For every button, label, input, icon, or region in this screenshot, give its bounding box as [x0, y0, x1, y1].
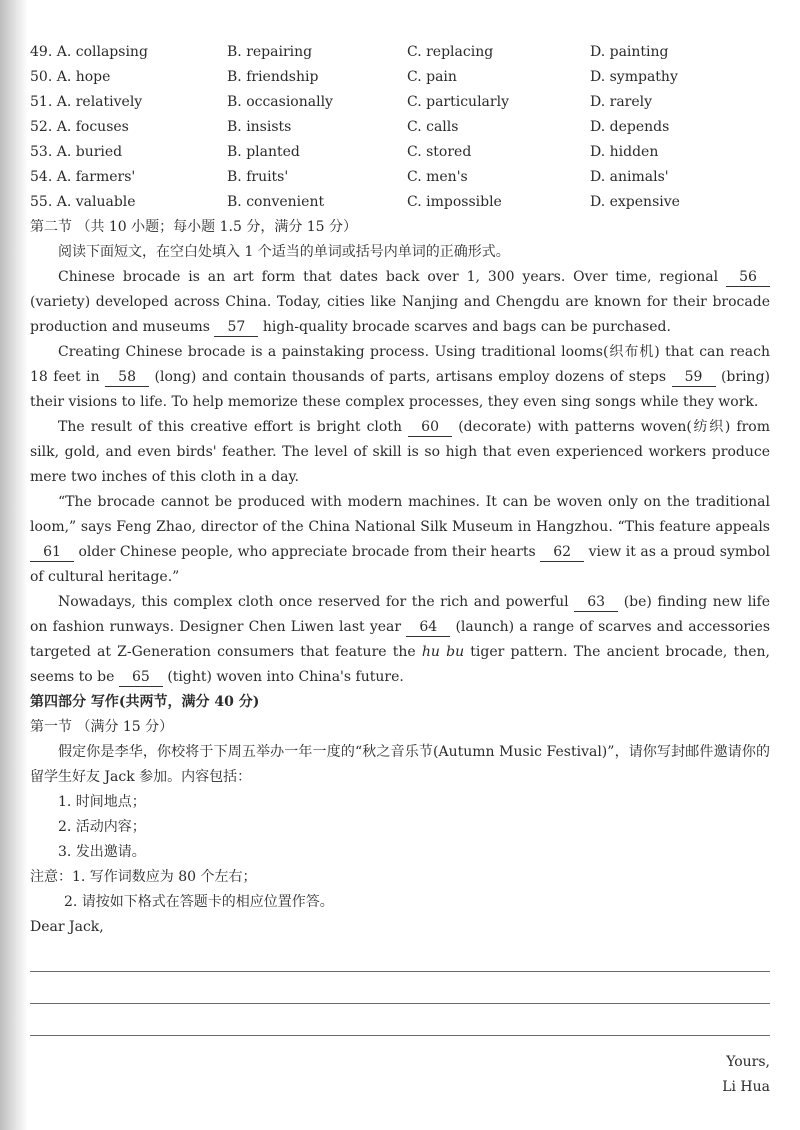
passage-paragraph-3: The result of this creative effort is bright cloth 60 (decorate) with patterns woven(纺织) from silk, gold, and even birds' feather. The level of skill is so high that even experienced workers produce mere two inches of this cloth in a day.	[30, 419, 771, 485]
blank-57: 57	[214, 318, 258, 337]
option-d: D. depends	[590, 119, 670, 135]
option-a: 52. A. focuses	[30, 119, 129, 135]
part4-heading: 第四部分 写作(共两节，满分 40 分)	[30, 694, 260, 710]
option-a: 50. A. hope	[30, 69, 111, 85]
option-a: 53. A. buried	[30, 144, 123, 160]
blank-61: 61	[30, 543, 74, 562]
option-row-51	[30, 90, 770, 115]
prompt-item-2: 2. 活动内容；	[58, 819, 146, 835]
option-d: D. rarely	[590, 94, 653, 110]
blank-63: 63	[574, 593, 618, 612]
option-c: C. impossible	[407, 194, 502, 210]
writing-line-3	[30, 1004, 770, 1036]
page-edge-shadow	[0, 0, 28, 1130]
section2-heading: 第二节 （共 10 小题；每小题 1.5 分，满分 15 分）	[30, 219, 358, 235]
blank-56: 56	[726, 268, 770, 287]
option-a: 54. A. farmers'	[30, 169, 136, 185]
option-a: 49. A. collapsing	[30, 44, 148, 60]
option-row-52	[30, 115, 770, 140]
option-d: D. hidden	[590, 144, 659, 160]
option-row-53	[30, 140, 770, 165]
writing-line-1	[30, 940, 770, 972]
option-row-49	[30, 40, 770, 65]
option-c: C. particularly	[407, 94, 509, 110]
writing-prompt: 假定你是李华，你校将于下周五举办一年一度的“秋之音乐节(Autumn Music Festival)”，请你写封邮件邀请你的留学生好友 Jack 参加。内容包括：	[30, 744, 770, 785]
option-b: B. planted	[227, 144, 300, 160]
passage-paragraph-1: Chinese brocade is an art form that dates back over 1, 300 years. Over time, regional 56 (variety) developed across China. Today, cities like Nanjing and Chengdu are known for their brocade production and museums 57 high-quality brocade scarves and bags can be purchased.	[30, 269, 770, 335]
blank-64: 64	[406, 618, 450, 637]
option-d: D. expensive	[590, 194, 680, 210]
letter-closing: Yours,	[726, 1054, 770, 1070]
option-c: C. pain	[407, 69, 457, 85]
passage-paragraph-5: Nowadays, this complex cloth once reserved for the rich and powerful 63 (be) finding new life on fashion runways. Designer Chen Liwen last year 64 (launch) a range of scarves and accessories targeted at Z-Generation consumers that feature the hu bu tiger pattern. The ancient brocade, then, seems to be 65 (tight) woven into China's future.	[30, 594, 770, 685]
passage-paragraph-2: Creating Chinese brocade is a painstaking process. Using traditional looms(织布机) that can reach 18 feet in 58 (long) and contain thousands of parts, artisans employ dozens of steps 59 (bring) their visions to life. To help memorize these complex processes, they even sing songs while they work.	[30, 344, 770, 410]
letter-signature: Li Hua	[722, 1079, 770, 1095]
passage-paragraph-4: “The brocade cannot be produced with modern machines. It can be woven only on the traditional loom,” says Feng Zhao, director of the China National Silk Museum in Hangzhou. “This feature appeals 61 older Chinese people, who appreciate brocade from their hearts 62 view it as a proud symbol of cultural heritage.”	[30, 494, 770, 585]
option-b: B. insists	[227, 119, 292, 135]
writing-line-2	[30, 972, 770, 1004]
option-b: B. repairing	[227, 44, 313, 60]
note-2: 2. 请按如下格式在答题卡的相应位置作答。	[64, 894, 334, 910]
option-a: 51. A. relatively	[30, 94, 143, 110]
option-b: B. convenient	[227, 194, 325, 210]
option-c: C. men's	[407, 169, 468, 185]
letter-greeting: Dear Jack,	[30, 919, 104, 935]
option-row-55	[30, 190, 770, 215]
note-1: 注意：1. 写作词数应为 80 个左右；	[30, 869, 257, 885]
options-table	[30, 40, 770, 215]
option-b: B. fruits'	[227, 169, 289, 185]
blank-60: 60	[408, 418, 452, 437]
option-d: D. painting	[590, 44, 669, 60]
blank-58: 58	[105, 368, 149, 387]
blank-62: 62	[540, 543, 584, 562]
prompt-item-1: 1. 时间地点；	[58, 794, 146, 810]
option-c: C. replacing	[407, 44, 494, 60]
exam-page	[30, 40, 770, 1100]
option-b: B. occasionally	[227, 94, 333, 110]
option-c: C. stored	[407, 144, 472, 160]
option-a: 55. A. valuable	[30, 194, 136, 210]
option-d: D. animals'	[590, 169, 669, 185]
part4-section1-heading: 第一节 （满分 15 分）	[30, 719, 174, 735]
option-b: B. friendship	[227, 69, 319, 85]
option-row-50	[30, 65, 770, 90]
option-row-54	[30, 165, 770, 190]
blank-59: 59	[672, 368, 716, 387]
option-c: C. calls	[407, 119, 459, 135]
option-d: D. sympathy	[590, 69, 678, 85]
prompt-item-3: 3. 发出邀请。	[58, 844, 146, 860]
section2-instruction: 阅读下面短文，在空白处填入 1 个适当的单词或括号内单词的正确形式。	[58, 244, 510, 260]
blank-65: 65	[119, 668, 163, 687]
